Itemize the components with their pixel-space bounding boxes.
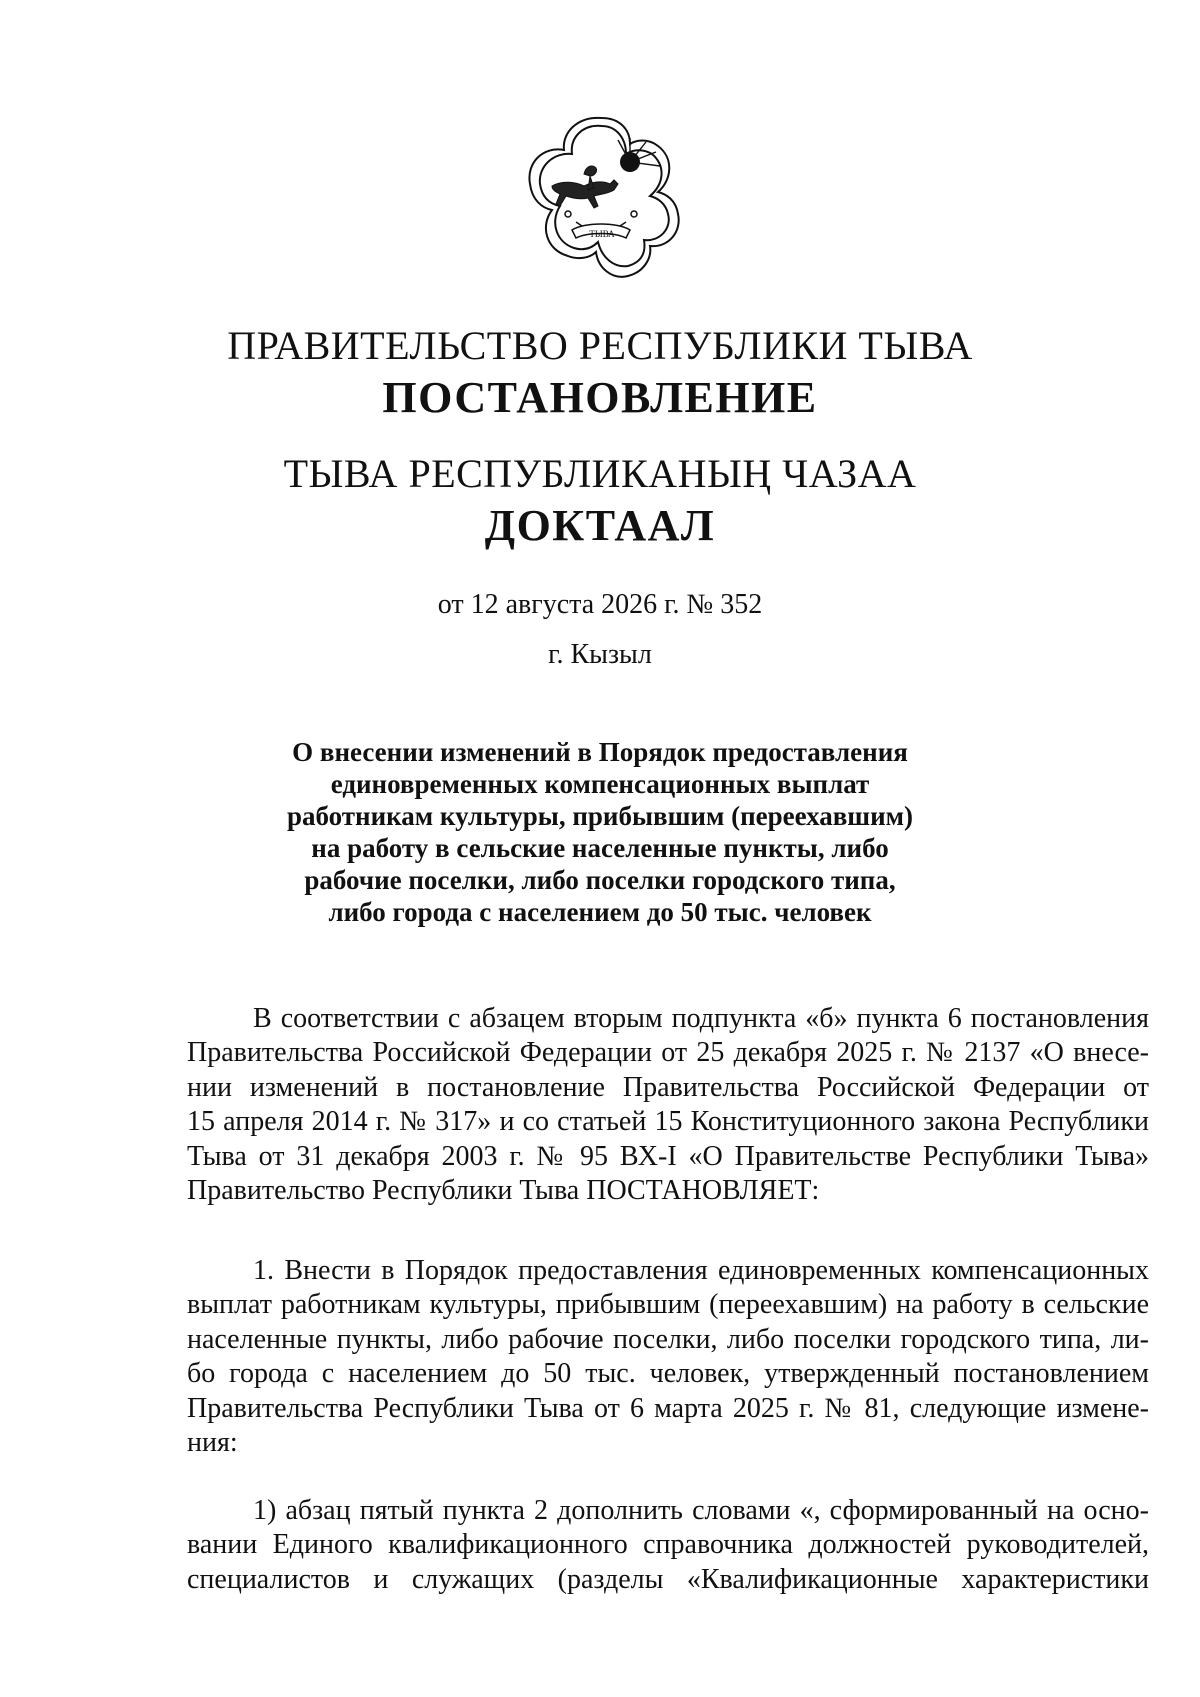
text-line: Правительство Республики Тыва ПОСТАНОВЛЯЕТ: <box>187 1174 820 1206</box>
subject-line: рабочие поселки, либо поселки городского типа, <box>304 865 896 895</box>
text-line: бо города с населением до 50 тыс. человек, утвержденный постановлением <box>187 1358 1149 1390</box>
text-line: Правительства Российской Федерации от 25 декабря 2025 г. № 2137 «О внесе- <box>187 1037 1149 1069</box>
emblem-inscription: ТЫВА <box>589 229 615 239</box>
document-type-tyv: ДОКТААЛ <box>484 501 716 550</box>
text-line: выплат работникам культуры, прибывшим (переехавшим) на работу в сельские <box>187 1289 1149 1321</box>
text-line: ния: <box>187 1426 238 1458</box>
text-line: вании Единого квалификационного справочника должностей руководителей, <box>187 1529 1149 1561</box>
subject-line: О внесении изменений в Порядок предоставления <box>292 737 908 767</box>
text-line: 1. Внести в Порядок предоставления единовременных компенсационных <box>253 1255 1149 1286</box>
text-line: Тыва от 31 декабря 2003 г. № 95 ВХ-I «О Правительстве Республики Тыва» <box>187 1140 1149 1172</box>
government-title-tyv: ТЫВА РЕСПУБЛИКАНЫҢ ЧАЗАА <box>283 451 917 496</box>
text-line: нии изменений в постановление Правительства Российской Федерации от <box>187 1071 1149 1103</box>
coat-of-arms-emblem <box>518 110 686 286</box>
clause-1-paragraph <box>187 1254 1149 1460</box>
subject-line: работникам культуры, прибывшим (переехавшим) <box>286 801 914 831</box>
text-line: населенные пункты, либо рабочие поселки, либо поселки городского типа, ли- <box>187 1323 1149 1355</box>
text-line: специалистов и служащих (разделы «Квалификационные характеристики <box>187 1563 1149 1595</box>
government-title-ru: ПРАВИТЕЛЬСТВО РЕСПУБЛИКИ ТЫВА <box>227 323 973 368</box>
text-line: 15 апреля 2014 г. № 317» и со статьей 15 Конституционного закона Республики <box>187 1106 1149 1138</box>
document-type-ru: ПОСТАНОВЛЕНИЕ <box>382 373 818 422</box>
document-place: г. Кызыл <box>548 639 652 670</box>
text-line: Правительства Республики Тыва от 6 марта 2025 г. № 81, следующие измене- <box>187 1392 1149 1424</box>
document-date-number: от 12 августа 2026 г. № 352 <box>437 589 763 620</box>
document-subject <box>250 736 950 928</box>
preamble-paragraph <box>187 1002 1149 1208</box>
subject-line: либо города с населением до 50 тыс. человек <box>328 897 872 927</box>
subclause-1-paragraph <box>187 1494 1149 1597</box>
subject-line: на работу в сельские населенные пункты, либо <box>311 833 889 863</box>
text-line: В соответствии с абзацем вторым подпункта «б» пункта 6 постановления <box>253 1003 1149 1034</box>
subject-line: единовременных компенсационных выплат <box>330 769 870 799</box>
text-line: 1) абзац пятый пункта 2 дополнить словами «, сформированный на осно- <box>253 1495 1149 1526</box>
